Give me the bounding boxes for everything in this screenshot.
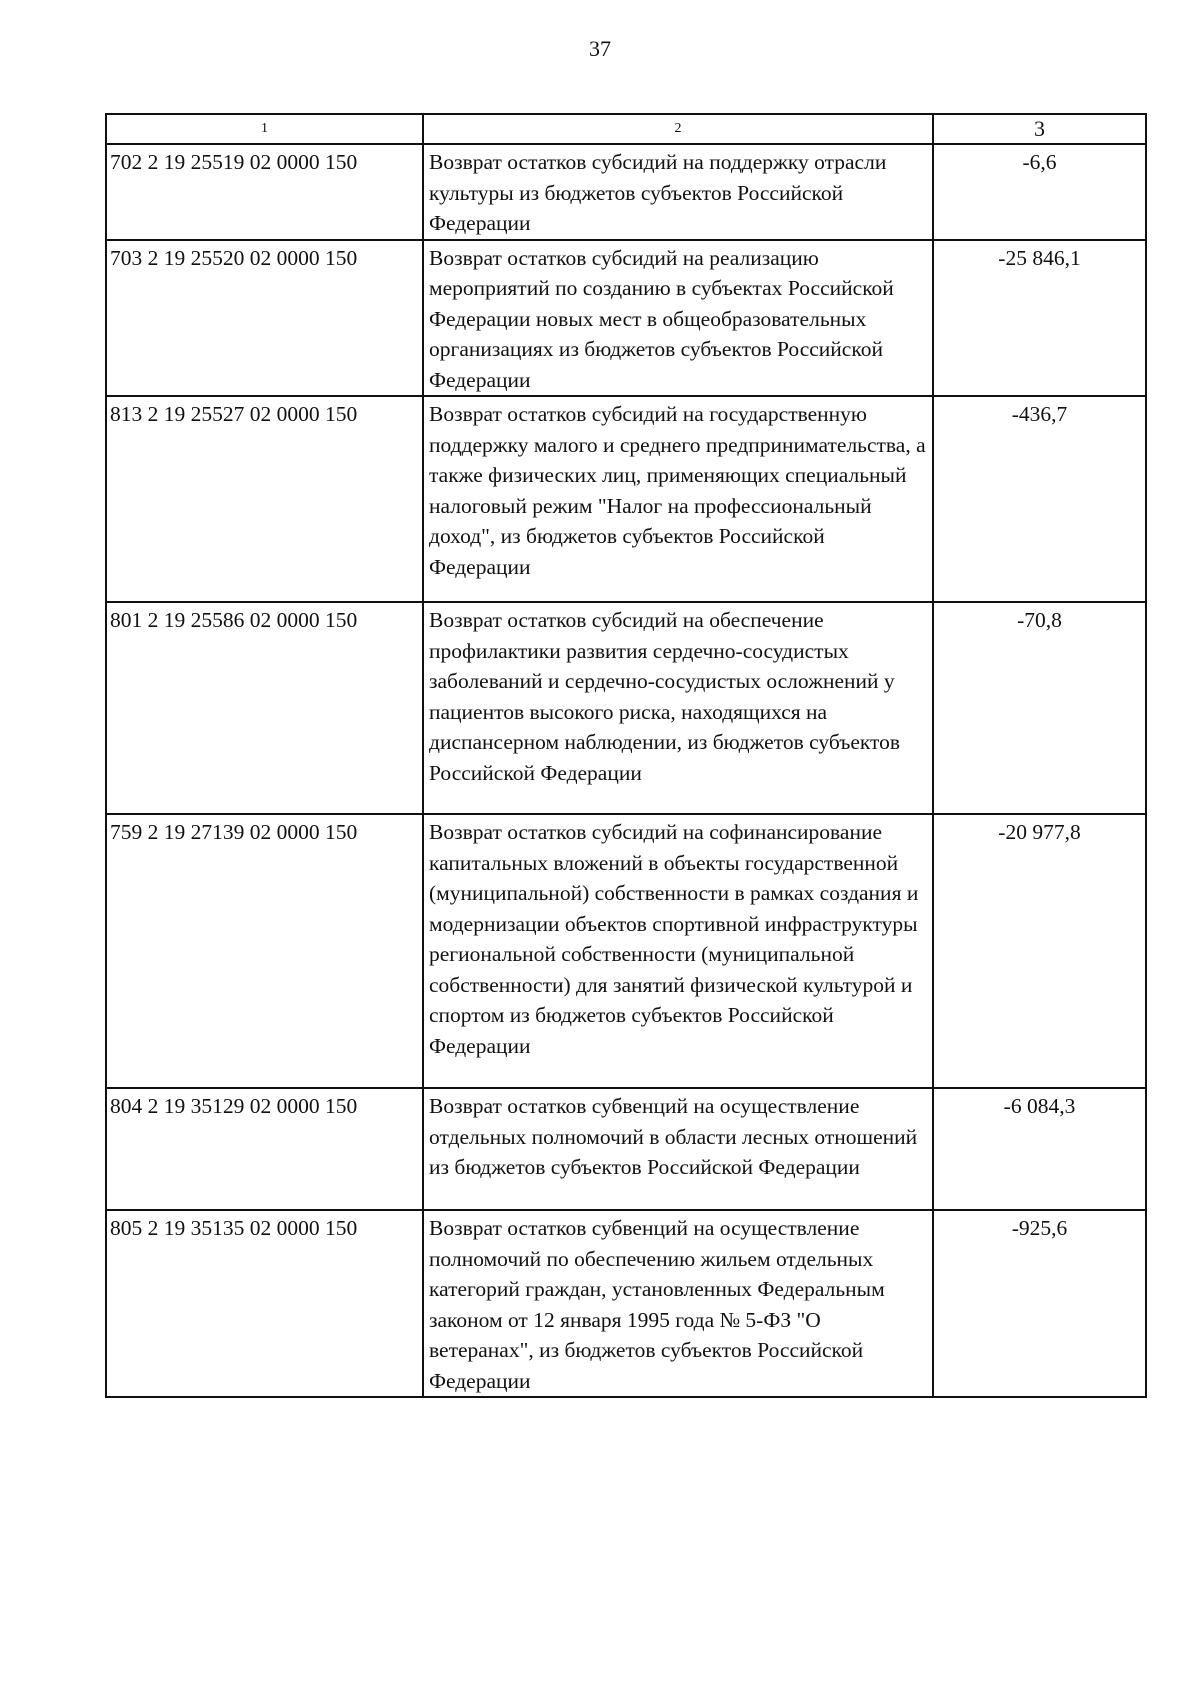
amount-cell: -70,8 (933, 602, 1146, 814)
amount-cell: -6,6 (933, 144, 1146, 240)
page-number: 37 (589, 36, 611, 61)
table-header-row (106, 114, 1146, 144)
column-header-1: 1 (106, 114, 423, 144)
amount-cell: -25 846,1 (933, 240, 1146, 397)
amount-cell: -925,6 (933, 1210, 1146, 1397)
amount-cell: -436,7 (933, 396, 1146, 602)
table-row (106, 1210, 1146, 1397)
table-row (106, 240, 1146, 397)
table-row (106, 396, 1146, 602)
budget-code-cell: 805 2 19 35135 02 0000 150 (106, 1210, 423, 1397)
budget-code-cell: 804 2 19 35129 02 0000 150 (106, 1088, 423, 1210)
description-cell: Возврат остатков субсидий на поддержку отрасли культуры из бюджетов субъектов Российской Федерации (423, 144, 933, 240)
table-row (106, 1088, 1146, 1210)
budget-table (105, 113, 1147, 1398)
budget-code-cell: 703 2 19 25520 02 0000 150 (106, 240, 423, 397)
column-header-3: 3 (933, 114, 1146, 144)
description-cell: Возврат остатков субсидий на софинансирование капитальных вложений в объекты государственной (муниципальной) собственности в рамках создания и модернизации объектов спортивной инфраструктуры региональной собственности (муниципальной собственности) для занятий физической культурой и спортом из бюджетов субъектов Российской Федерации (423, 814, 933, 1088)
budget-code-cell: 801 2 19 25586 02 0000 150 (106, 602, 423, 814)
budget-code-cell: 759 2 19 27139 02 0000 150 (106, 814, 423, 1088)
table-row (106, 814, 1146, 1088)
description-cell: Возврат остатков субвенций на осуществление полномочий по обеспечению жильем отдельных категорий граждан, установленных Федеральным законом от 12 января 1995 года № 5-ФЗ "О ветеранах", из бюджетов субъектов Российской Федерации (423, 1210, 933, 1397)
column-header-2: 2 (423, 114, 933, 144)
amount-cell: -20 977,8 (933, 814, 1146, 1088)
description-cell: Возврат остатков субсидий на государственную поддержку малого и среднего предпринимательства, а также физических лиц, применяющих специальный налоговый режим "Налог на профессиональный доход", из бюджетов субъектов Российской Федерации (423, 396, 933, 602)
table-row (106, 144, 1146, 240)
description-cell: Возврат остатков субсидий на реализацию мероприятий по созданию в субъектах Российской Федерации новых мест в общеобразовательных организациях из бюджетов субъектов Российской Федерации (423, 240, 933, 397)
amount-cell: -6 084,3 (933, 1088, 1146, 1210)
description-cell: Возврат остатков субсидий на обеспечение профилактики развития сердечно-сосудистых заболеваний и сердечно-сосудистых осложнений у пациентов высокого риска, находящихся на диспансерном наблюдении, из бюджетов субъектов Российской Федерации (423, 602, 933, 814)
description-cell: Возврат остатков субвенций на осуществление отдельных полномочий в области лесных отношений из бюджетов субъектов Российской Федерации (423, 1088, 933, 1210)
budget-code-cell: 813 2 19 25527 02 0000 150 (106, 396, 423, 602)
table-row (106, 602, 1146, 814)
budget-code-cell: 702 2 19 25519 02 0000 150 (106, 144, 423, 240)
